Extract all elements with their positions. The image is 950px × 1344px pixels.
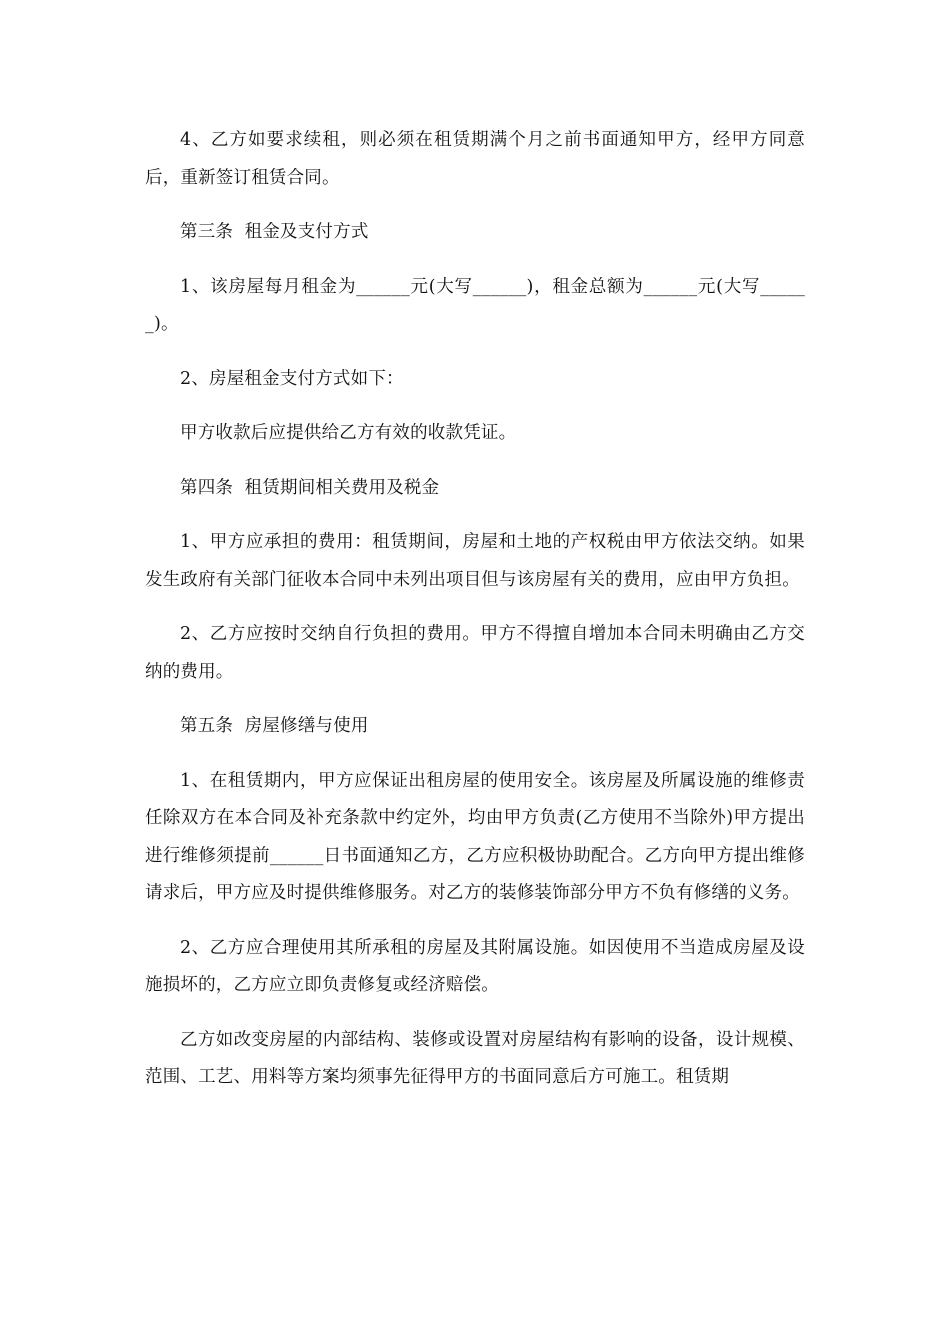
clause-paragraph: 1、在租赁期内，甲方应保证出租房屋的使用安全。该房屋及所属设施的维修责任除双方在本合同及补充条款中约定外，均由甲方负责(乙方使用不当除外)甲方提出进行维修须提前______日书面通知乙方，乙方应积极协助配合。乙方向甲方提出维修请求后，甲方应及时提供维修服务。对乙方的装修装饰部分甲方不负有修缮的义务。 bbox=[145, 770, 805, 903]
document-page bbox=[145, 122, 805, 1114]
clause-paragraph: 乙方如改变房屋的内部结构、装修或设置对房屋结构有影响的设备，设计规模、范围、工艺、用料等方案均须事先征得甲方的书面同意后方可施工。租赁期 bbox=[145, 1029, 805, 1087]
article-heading: 第三条 租金及支付方式 bbox=[180, 222, 369, 242]
clause-paragraph: 4、乙方如要求续租，则必须在租赁期满个月之前书面通知甲方，经甲方同意后，重新签订租赁合同。 bbox=[145, 130, 805, 188]
clause-paragraph: 甲方收款后应提供给乙方有效的收款凭证。 bbox=[180, 423, 517, 443]
clause-paragraph: 2、房屋租金支付方式如下： bbox=[180, 368, 404, 389]
clause-paragraph: 2、乙方应合理使用其所承租的房屋及其附属设施。如因使用不当造成房屋及设施损坏的，乙方应立即负责修复或经济赔偿。 bbox=[145, 937, 805, 995]
article-heading: 第五条 房屋修缮与使用 bbox=[180, 716, 369, 736]
clause-paragraph: 1、甲方应承担的费用：租赁期间，房屋和土地的产权税由甲方依法交纳。如果发生政府有关部门征收本合同中未列出项目但与该房屋有关的费用，应由甲方负担。 bbox=[145, 532, 805, 590]
clause-paragraph: 2、乙方应按时交纳自行负担的费用。甲方不得擅自增加本合同未明确由乙方交纳的费用。 bbox=[145, 624, 805, 682]
clause-paragraph: 1、该房屋每月租金为______元(大写______)，租金总额为______元(大写______)。 bbox=[145, 276, 805, 334]
article-heading: 第四条 租赁期间相关费用及税金 bbox=[180, 477, 440, 498]
